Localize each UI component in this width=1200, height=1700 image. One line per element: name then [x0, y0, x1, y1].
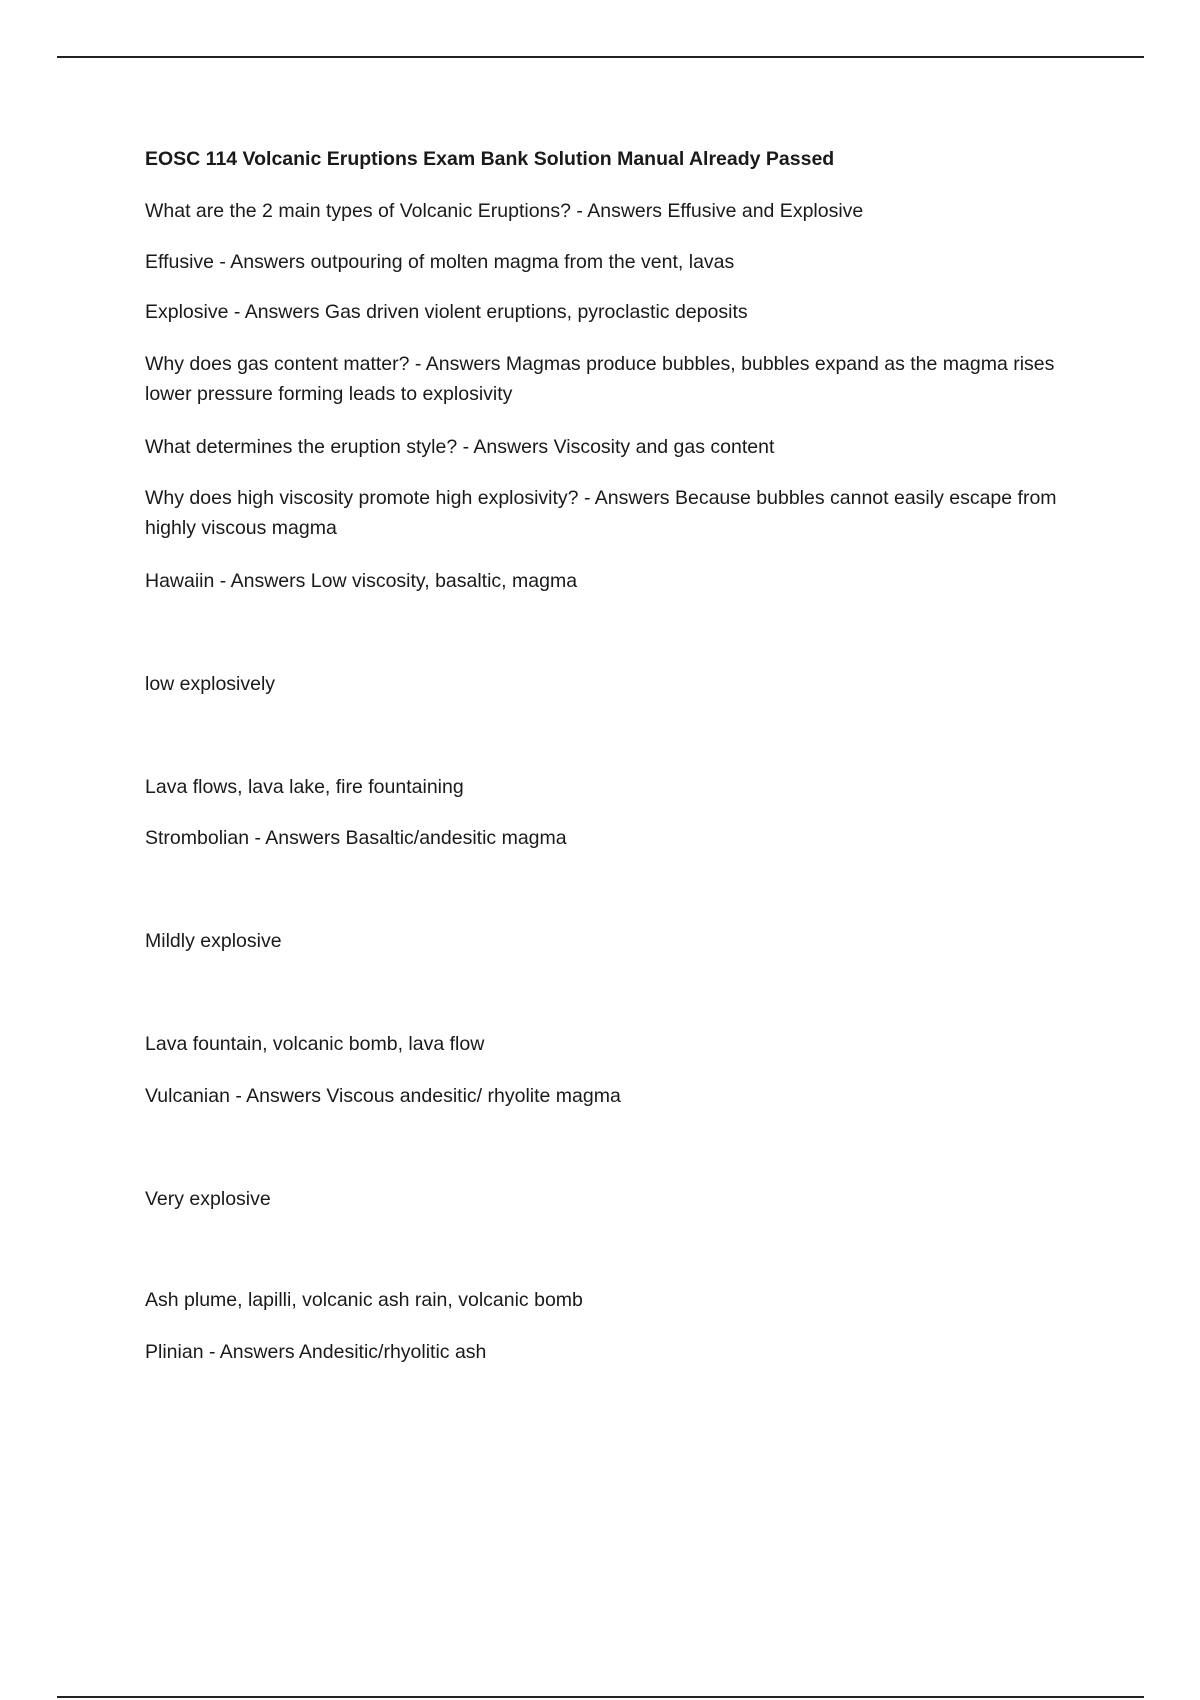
qa-line: Vulcanian - Answers Viscous andesitic/ rhyolite magma: [145, 1085, 621, 1107]
qa-line: Strombolian - Answers Basaltic/andesitic magma: [145, 827, 567, 849]
qa-line: Explosive - Answers Gas driven violent eruptions, pyroclastic deposits: [145, 301, 748, 323]
footer-rule: [57, 1696, 1144, 1698]
document-title: EOSC 114 Volcanic Eruptions Exam Bank Solution Manual Already Passed: [145, 148, 835, 170]
qa-line: Why does gas content matter? - Answers Magmas produce bubbles, bubbles expand as the magma rises lower pressure forming leads to explosivity: [145, 353, 1055, 405]
qa-line: Effusive - Answers outpouring of molten magma from the vent, lavas: [145, 251, 735, 273]
qa-line: Plinian - Answers Andesitic/rhyolitic ash: [145, 1341, 487, 1363]
qa-line: What are the 2 main types of Volcanic Eruptions? - Answers Effusive and Explosive: [145, 200, 864, 222]
qa-line: What determines the eruption style? - Answers Viscosity and gas content: [145, 436, 775, 458]
qa-line: Hawaiin - Answers Low viscosity, basaltic, magma: [145, 570, 578, 592]
qa-line: Lava flows, lava lake, fire fountaining: [145, 776, 464, 798]
qa-line: Why does high viscosity promote high explosivity? - Answers Because bubbles cannot easily escape from highly viscous magma: [145, 487, 1057, 539]
qa-line: low explosively: [145, 673, 276, 695]
qa-line: Ash plume, lapilli, volcanic ash rain, volcanic bomb: [145, 1289, 583, 1311]
qa-line: Mildly explosive: [145, 930, 282, 952]
qa-line: Lava fountain, volcanic bomb, lava flow: [145, 1033, 485, 1055]
qa-line: Very explosive: [145, 1188, 271, 1210]
header-rule: [57, 56, 1144, 58]
